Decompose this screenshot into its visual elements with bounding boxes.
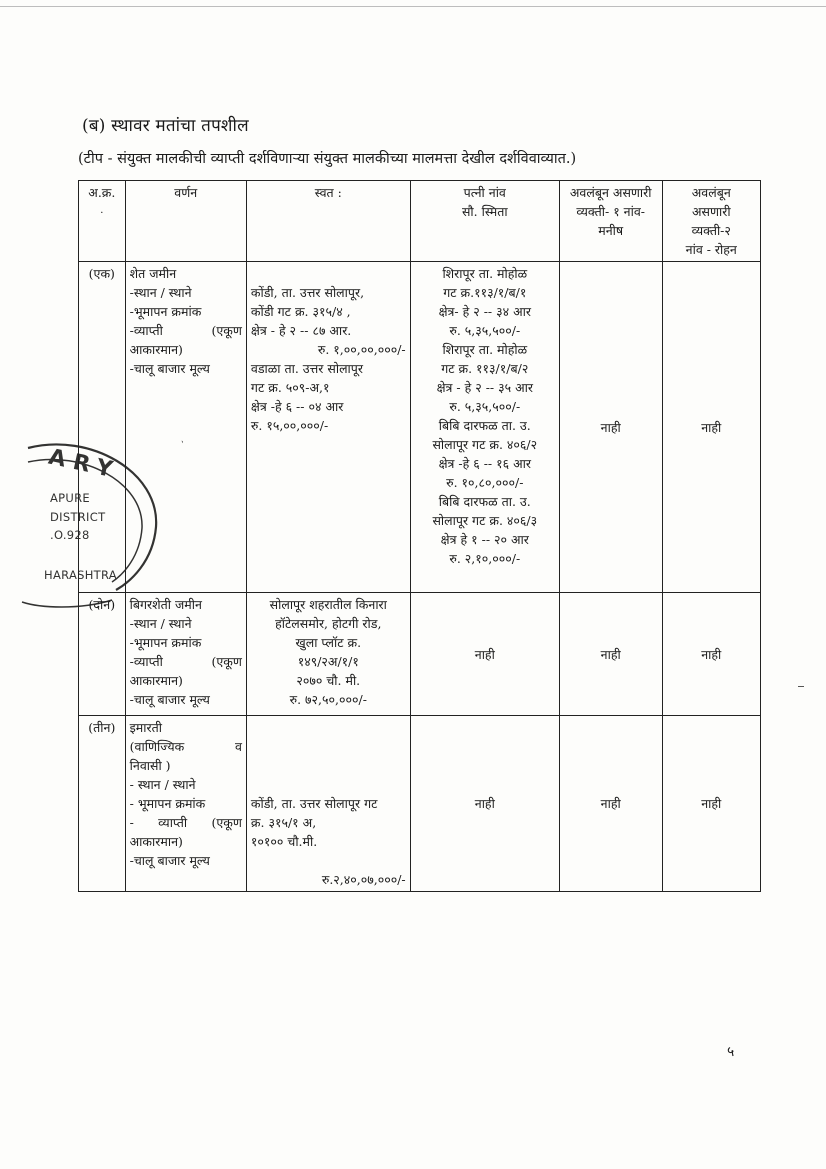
page-number: ५ xyxy=(727,1044,735,1060)
row1-description: शेत जमीन -स्थान / स्थाने -भूमापन क्रमांक -व्याप्ती (एकूण आकारमान) -चालू बाजार मूल्य xyxy=(125,262,246,593)
header-description: वर्णन xyxy=(125,181,246,262)
notary-seal xyxy=(20,432,158,612)
row1-dependent-2: नाही xyxy=(662,262,760,593)
table-row-buildings xyxy=(79,716,761,892)
table-row-agricultural-land xyxy=(79,262,761,593)
table-header-row xyxy=(79,181,761,262)
row1-serial: (एक) xyxy=(79,262,126,593)
seal-line-4: HARASHTRA xyxy=(44,568,117,582)
row3-description: इमारती (वाणिज्यिक व निवासी ) - स्थान / स्थाने - भूमापन क्रमांक - व्याप्ती (एकूण आकारमान) -चालू बाजार मूल्य xyxy=(125,716,246,892)
row2-dependent-1: नाही xyxy=(559,593,662,716)
stray-dash-mark xyxy=(798,686,804,687)
header-dependent-2: अवलंबून असणारी व्यक्ती-२ नांव - रोहन xyxy=(662,181,760,262)
row2-spouse: नाही xyxy=(410,593,559,716)
row3-dependent-1: नाही xyxy=(559,716,662,892)
header-serial-mark: · xyxy=(100,208,104,219)
header-serial: अ.क्र. · xyxy=(79,181,126,262)
section-note: (टीप - संयुक्त मालकीची व्याप्ती दर्शविणाऱ्या संयुक्त मालकीच्या मालमत्ता देखील दर्शविवाव्यात.) xyxy=(78,151,577,167)
row2-dependent-2: नाही xyxy=(662,593,760,716)
row2-description: बिगरशेती जमीन -स्थान / स्थाने -भूमापन क्रमांक -व्याप्ती (एकूण आकारमान) -चालू बाजार मूल्य xyxy=(125,593,246,716)
row2-serial: (दोन) xyxy=(79,593,126,716)
row1-dependent-1: नाही xyxy=(559,262,662,593)
header-dependent-1: अवलंबून असणारी व्यक्ती- १ नांव- मनीष xyxy=(559,181,662,262)
row3-serial: (तीन) xyxy=(79,716,126,892)
row3-spouse: नाही xyxy=(410,716,559,892)
seal-line-1: APURE xyxy=(50,491,90,505)
row3-dependent-2: नाही xyxy=(662,716,760,892)
seal-line-3: .O.928 xyxy=(50,528,90,542)
row1-spouse: शिरापूर ता. मोहोळ गट क्र.११३/१/ब/१ क्षेत्र- हे २ -- ३४ आर रु. ५,३५,५००/- शिरापूर ता. मोहोळ गट क्र. ११३/१/ब/२ क्षेत्र - हे २ -- ३५ आर रु. ५,३५,५००/- बिबि दारफळ ता. उ. सोलापूर गट क्र. ४०६/२ क्षेत्र -हे ६ -- १६ आर रु. १०,८०,०००/- बिबि दारफळ ता. उ. सोलापूर गट क्र. ४०६/३ क्षेत्र हे १ -- २० आर रु. २,१०,०००/- xyxy=(410,262,559,593)
page-top-edge xyxy=(0,6,826,7)
stray-pen-mark: ˎ xyxy=(179,430,190,445)
row3-self: कोंडी, ता. उत्तर सोलापूर गट क्र. ३१५/१ अ, १०१०० चौ.मी. रु.२,४०,०७,०००/- xyxy=(246,716,410,892)
header-self: स्वत : xyxy=(246,181,410,262)
row1-self: कोंडी, ता. उत्तर सोलापूर, कोंडी गट क्र. ३१५/४ , क्षेत्र - हे २ -- ८७ आर. रु. १,००,००,०००/- वडाळा ता. उत्तर सोलापूर गट क्र. ५०९-अ,१ क्षेत्र -हे ६ -- ०४ आर रु. १५,००,०००/- xyxy=(246,262,410,593)
header-spouse: पत्नी नांव सौ. स्मिता xyxy=(410,181,559,262)
immovable-assets-table xyxy=(78,180,761,892)
section-heading: (ब) स्थावर मतांचा तपशील xyxy=(82,116,249,136)
seal-line-2: DISTRICT xyxy=(50,510,106,524)
table-row-non-agricultural-land xyxy=(79,593,761,716)
row2-self: सोलापूर शहरातील किनारा हॉटेलसमोर, होटगी रोड, खुला प्लॉट क्र. १४९/२अ/१/१ २०७० चौ. मी. रु. ७२,५०,०००/- xyxy=(246,593,410,716)
seal-arc-text: ARY xyxy=(46,444,123,485)
